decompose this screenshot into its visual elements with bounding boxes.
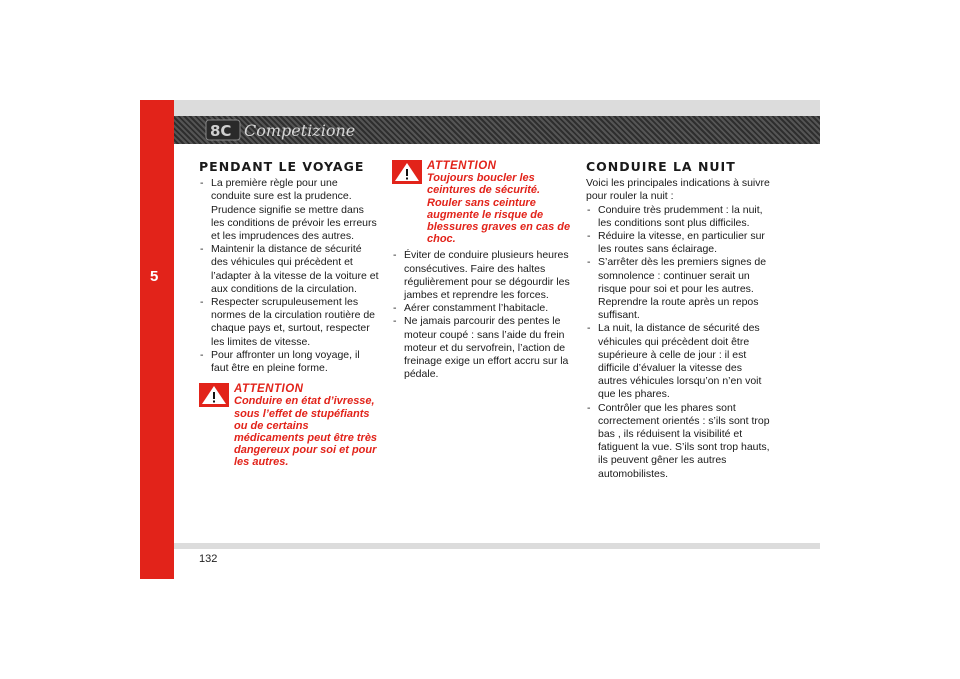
- list-item: - Maintenir la distance de sécurité des véhicules qui précèdent et l’adapter à la vitesse de la voiture et aux conditions de la circulation.: [199, 243, 379, 296]
- attention-text: Toujours boucler les ceintures de sécurité. Rouler sans ceinture augmente le risque de blessures graves en cas de choc.: [427, 172, 571, 246]
- bullet-list: [392, 249, 572, 381]
- list-item: - Éviter de conduire plusieurs heures consécutives. Faire des haltes régulièrement pour se dégourdir les jambes et reprendre les forces.: [392, 249, 572, 302]
- middle-column: [392, 160, 572, 381]
- attention-title: ATTENTION: [427, 160, 497, 172]
- list-item: - Conduire très prudemment : la nuit, les conditions sont plus difficiles.: [586, 204, 771, 230]
- attention-title: ATTENTION: [234, 383, 304, 396]
- list-item: - La première règle pour une conduite sure est la prudence. Prudence signifie se mettre dans les conditions de prévoir les erreurs et les imprudences des autres.: [199, 177, 379, 243]
- list-item: - Ne jamais parcourir des pentes le moteur coupé : sans l’aide du frein moteur et du servofrein, l’action de freinage exige un effort accru sur la pédale.: [392, 315, 572, 381]
- right-column: [586, 160, 771, 481]
- attention-box: [199, 383, 379, 468]
- svg-text:8C: 8C: [210, 122, 232, 140]
- bullet-list: [199, 177, 379, 375]
- section-heading: PENDANT LE VOYAGE: [199, 159, 365, 174]
- chapter-sidebar: [140, 100, 174, 579]
- list-item: - Respecter scrupuleusement les normes de la circulation routière de chaque pays et, surtout, respecter les limites de vitesse.: [199, 296, 379, 349]
- section-heading: CONDUIRE LA NUIT: [586, 159, 736, 174]
- list-item: - Pour affronter un long voyage, il faut être en pleine forme.: [199, 349, 379, 375]
- brand-logo: [200, 116, 390, 144]
- list-item: - Réduire la vitesse, en particulier sur les routes sans éclairage.: [586, 230, 771, 256]
- chapter-number: 5: [150, 268, 159, 285]
- intro-text: Voici les principales indications à suivre pour rouler la nuit :: [586, 177, 770, 203]
- list-item: - Aérer constamment l’habitacle.: [392, 302, 572, 315]
- attention-box: [392, 160, 572, 245]
- svg-text:Competizione: Competizione: [244, 121, 356, 140]
- page-number: 132: [199, 553, 218, 565]
- left-column: [199, 160, 379, 473]
- list-item: - Contrôler que les phares sont correctement orientés : s’ils sont trop bas , ils réduisent la visibilité et fatiguent la vue. S’ils sont trop hauts, ils peuvent gêner les autres automobilistes.: [586, 402, 771, 481]
- bullet-list: [586, 204, 771, 481]
- list-item: - S’arrêter dès les premiers signes de somnolence : continuer serait un risque pour soi et pour les autres. Reprendre la route après un repos suffisant.: [586, 256, 771, 322]
- warning-icon: [392, 160, 422, 184]
- top-band: [174, 100, 820, 116]
- bottom-band: [174, 543, 820, 549]
- attention-text: Conduire en état d’ivresse, sous l’effet de stupéfiants ou de certains médicaments peut être très dangereux pour soi et pour les autres.: [234, 395, 378, 469]
- warning-icon: [199, 383, 229, 407]
- list-item: - La nuit, la distance de sécurité des véhicules qui précèdent doit être supérieure à celle de jour : il est difficile d’évaluer la vitesse des autres véhicules lorsqu’on n’en voit que les phares.: [586, 322, 771, 401]
